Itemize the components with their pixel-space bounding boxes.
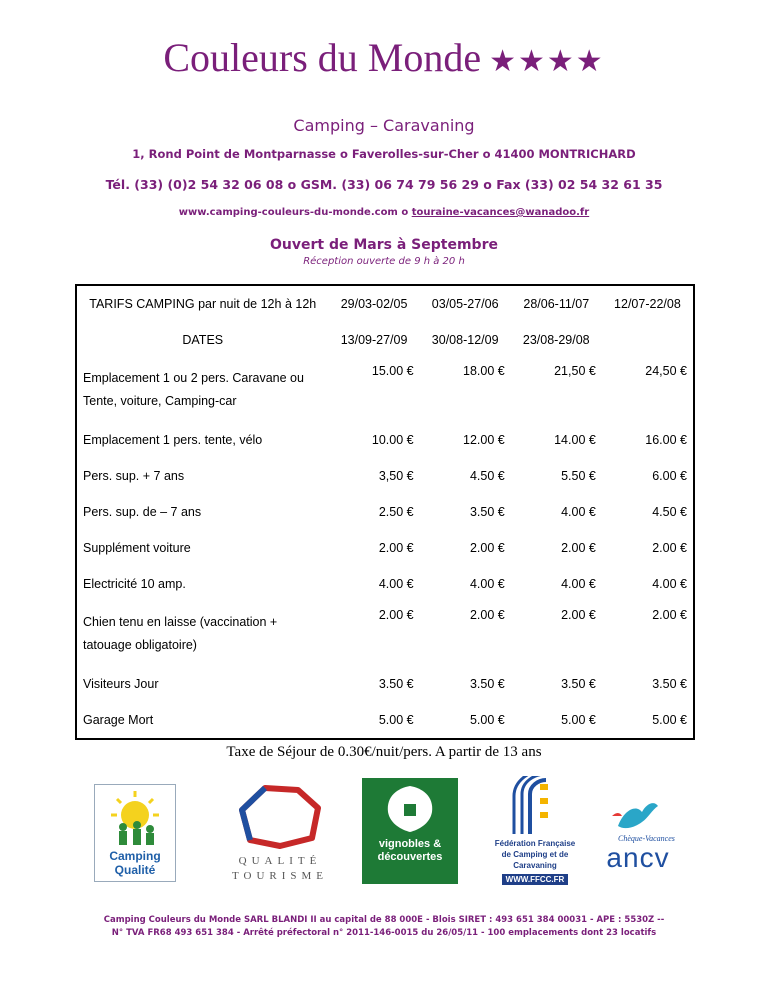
opening-period: Ouvert de Mars à Septembre xyxy=(270,237,498,253)
price-cell: 2.50 € xyxy=(378,505,414,519)
price-cell: 3.50 € xyxy=(561,677,596,691)
row-label: Pers. sup. de – 7 ans xyxy=(83,505,202,519)
price-cell: 2.00 € xyxy=(652,541,687,555)
subtitle: Camping – Caravaning xyxy=(293,116,475,135)
logo-text: Qualité xyxy=(114,863,156,877)
row-label: Emplacement 1 ou 2 pers. Caravane ou Tente, voiture, Camping-car xyxy=(83,371,304,408)
table-row xyxy=(76,666,694,702)
row-label: Pers. sup. + 7 ans xyxy=(83,469,185,483)
star-rating: ★★★★ xyxy=(489,45,605,78)
table-row xyxy=(76,494,694,530)
row-label: Emplacement 1 pers. tente, vélo xyxy=(83,433,263,447)
tourist-tax-note: Taxe de Séjour de 0.30€/nuit/pers. A partir de 13 ans xyxy=(226,744,542,760)
row-label: Chien tenu en laisse (vaccination + tatouage obligatoire) xyxy=(83,615,278,652)
price-cell: 2.00 € xyxy=(469,608,505,622)
price-cell: 4.50 € xyxy=(652,505,687,519)
price-cell: 4.00 € xyxy=(469,577,505,591)
price-cell: 5.50 € xyxy=(561,469,596,483)
page-title xyxy=(0,34,768,81)
price-cell: 15.00 € xyxy=(371,364,414,378)
table-row xyxy=(76,702,694,739)
qualite-tourisme-logo xyxy=(220,780,340,884)
footer-line: N° TVA FR68 493 651 384 - Arrêté préfectoral n° 2011-146-0015 du 26/05/11 - 100 emplacements dont 23 locatifs xyxy=(111,928,657,938)
table-row xyxy=(76,566,694,602)
logo-text: Camping xyxy=(109,849,161,863)
price-cell: 6.00 € xyxy=(652,469,687,483)
logo-text: de Camping et de Caravaning xyxy=(501,850,569,870)
logo-strip xyxy=(88,776,688,886)
footer-line: Camping Couleurs du Monde SARL BLANDI II au capital de 88 000E - Blois SIRET : 493 651 384 00031 - APE : 5530Z -- xyxy=(103,915,665,925)
table-row xyxy=(76,602,694,666)
table-header-cell: TARIFS CAMPING par nuit de 12h à 12h xyxy=(89,297,317,311)
phone-numbers: Tél. (33) (0)2 54 32 06 08 o GSM. (33) 06 74 79 56 29 o Fax (33) 02 54 32 61 35 xyxy=(105,177,663,192)
logo-text: Chèque-Vacances xyxy=(618,834,675,843)
price-cell: 4.00 € xyxy=(561,577,596,591)
price-cell: 2.00 € xyxy=(561,541,596,555)
price-cell: 4.00 € xyxy=(561,505,596,519)
contact-web xyxy=(0,207,768,218)
logo-text: Fédération Française xyxy=(494,839,576,848)
price-cell: 5.00 € xyxy=(378,713,414,727)
logo-text: ancv xyxy=(606,842,670,873)
price-cell: 2.00 € xyxy=(561,608,596,622)
table-header-row xyxy=(76,322,694,358)
price-cell: 14.00 € xyxy=(554,433,596,447)
table-header-cell: 29/03-02/05 xyxy=(340,297,408,311)
price-cell: 3.50 € xyxy=(469,677,505,691)
row-label: Visiteurs Jour xyxy=(83,677,159,691)
price-cell: 10.00 € xyxy=(371,433,414,447)
ffcc-emblem-icon xyxy=(480,776,590,840)
table-row xyxy=(76,422,694,458)
camping-qualite-logo xyxy=(94,784,176,882)
row-label: Supplément voiture xyxy=(83,541,191,555)
price-cell: 2.00 € xyxy=(378,541,414,555)
price-cell: 4.00 € xyxy=(378,577,414,591)
table-row xyxy=(76,358,694,422)
price-cell: 2.00 € xyxy=(469,541,505,555)
bird-icon xyxy=(588,798,688,838)
price-cell: 4.50 € xyxy=(469,469,505,483)
logo-text: QUALITÉ xyxy=(238,855,322,867)
price-cell: 18.00 € xyxy=(463,364,505,378)
price-cell: 12.00 € xyxy=(463,433,505,447)
logo-text: vignobles & xyxy=(378,838,442,850)
reception-hours: Réception ouverte de 9 h à 20 h xyxy=(303,256,465,267)
price-cell: 21,50 € xyxy=(554,364,596,378)
price-cell: 5.00 € xyxy=(652,713,687,727)
website-link[interactable]: www.camping-couleurs-du-monde.com o xyxy=(178,207,412,218)
table-header-cell: 03/05-27/06 xyxy=(431,297,499,311)
price-cell: 3.50 € xyxy=(469,505,505,519)
legal-footer xyxy=(0,914,768,940)
grape-leaf-icon xyxy=(362,778,458,838)
row-label: Electricité 10 amp. xyxy=(83,577,186,591)
table-row xyxy=(76,458,694,494)
price-cell: 24,50 € xyxy=(645,364,687,378)
address: 1, Rond Point de Montparnasse o Faverolles-sur-Cher o 41400 MONTRICHARD xyxy=(132,147,636,161)
row-label: Garage Mort xyxy=(83,713,154,727)
campsite-name: Couleurs du Monde xyxy=(163,35,482,80)
price-cell: 3.50 € xyxy=(378,677,414,691)
ffcc-logo xyxy=(480,776,590,886)
price-cell: 5.00 € xyxy=(469,713,505,727)
logo-text: découvertes xyxy=(377,851,443,863)
ancv-logo xyxy=(588,798,688,884)
tariff-table xyxy=(75,284,695,740)
table-header-cell: 12/07-22/08 xyxy=(614,297,681,311)
table-header-cell: 13/09-27/09 xyxy=(340,333,408,347)
france-map-icon xyxy=(220,780,340,850)
table-header-cell xyxy=(602,322,694,358)
table-row xyxy=(76,530,694,566)
price-cell: 16.00 € xyxy=(645,433,687,447)
table-header-cell: 30/08-12/09 xyxy=(431,333,499,347)
table-header-row xyxy=(76,285,694,322)
table-header-cell: DATES xyxy=(182,333,224,347)
logo-text: TOURISME xyxy=(231,870,329,882)
price-cell: 4.00 € xyxy=(652,577,687,591)
email-link[interactable]: touraine-vacances@wanadoo.fr xyxy=(411,207,590,218)
table-header-cell: 23/08-29/08 xyxy=(522,333,590,347)
logo-text: WWW.FFCC.FR xyxy=(502,874,569,885)
vignobles-decouvertes-logo xyxy=(362,778,458,884)
price-cell: 5.00 € xyxy=(561,713,596,727)
table-header-cell: 28/06-11/07 xyxy=(523,297,590,311)
price-cell: 2.00 € xyxy=(378,608,414,622)
price-cell: 3,50 € xyxy=(378,469,414,483)
price-cell: 2.00 € xyxy=(652,608,687,622)
price-cell: 3.50 € xyxy=(652,677,687,691)
